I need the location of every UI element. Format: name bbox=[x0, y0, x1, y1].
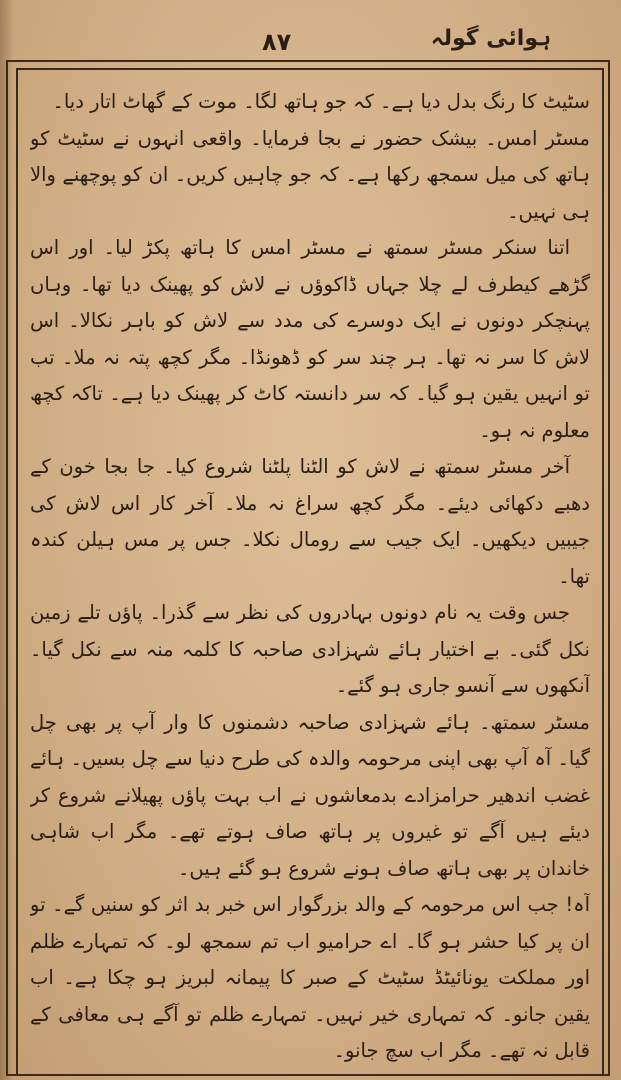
page-header bbox=[0, 20, 621, 60]
page-number: ۸۷ bbox=[262, 28, 292, 56]
paragraph: اتنا سنکر مسٹر سمتھ نے مسٹر امس کا ہاتھ پکڑ لیا۔ اور اس گڑھے کیطرف لے چلا جہاں ڈاکوؤں نے لاش کو پھینک دیا تھا۔ وہاں پہنچکر دونوں نے ایک دوسرے کی مدد سے لاش کو باہر نکالا۔ اس لاش کا سر نہ تھا۔ ہر چند سر کو ڈھونڈا۔ مگر کچھ پتہ نہ ملا۔ تب تو انہیں یقین ہو گیا۔ کہ سر دانستہ کاٹ کر پھینک دیا ہے۔ تاکہ کچھ معلوم نہ ہو۔ bbox=[30, 236, 590, 442]
paragraph: آہ! جب اس مرحومہ کے والد بزرگوار اس خبر بد اثر کو سنیں گے۔ تو ان پر کیا حشر ہو گا۔ اے حرامیو اب تم سمجھ لو۔ کہ تمہارے ظلم اور مملکت یونائیٹڈ سٹیٹ کے صبر کا پیمانہ لبریز ہو چکا ہے۔ اب یقین جانو۔ کہ تمہاری خیر نہیں۔ تمہارے ظلم تو آگے ہی معافی کے قابل نہ تھے۔ مگر اب سچ جانو۔ bbox=[30, 893, 590, 1062]
paragraph: آخر مسٹر سمتھ نے لاش کو الٹنا پلٹنا شروع کیا۔ جا بجا خون کے دھبے دکھائی دیئے۔ مگر کچھ سراغ نہ ملا۔ آخر کار اس لاش کی جیبیں دیکھیں۔ ایک جیب سے رومال نکلا۔ جس پر مس ہیلن کندہ تھا۔ bbox=[30, 455, 590, 588]
paragraph: جس وقت یہ نام دونوں بہادروں کی نظر سے گذرا۔ پاؤں تلے زمین نکل گئی۔ بے اختیار ہائے شہزادی صاحبہ کا کلمہ منہ سے نکل گیا۔ آنکھوں سے آنسو جاری ہو گئے۔ bbox=[30, 601, 590, 697]
paragraph: مسٹر امس۔ بیشک حضور نے بجا فرمایا۔ واقعی انہوں نے سٹیٹ کو ہاتھ کی میل سمجھ رکھا ہے۔ کہ جو چاہیں کریں۔ ان کو پوچھنے والا ہی نہیں۔ bbox=[30, 126, 590, 223]
paragraph: مسٹر سمتھ۔ ہائے شہزادی صاحبہ دشمنوں کا وار آپ پر بھی چل گیا۔ آہ آپ بھی اپنی مرحومہ والدہ کی طرح دنیا سے چل بسیں۔ ہائے غضب اندھیر حرامزادے بدمعاشوں نے اب بہت پاؤں پھیلانے شروع کر دیئے ہیں آگے تو غیروں پر ہاتھ صاف ہوتے تھے۔ مگر اب شاہی خاندان پر بھی ہاتھ صاف ہونے شروع ہو گئے ہیں۔ bbox=[30, 710, 590, 880]
running-title: ہوائی گولہ bbox=[430, 26, 551, 51]
paragraph: سٹیٹ کا رنگ بدل دیا ہے۔ کہ جو ہاتھ لگا۔ موت کے گھاٹ اتار دیا۔ bbox=[52, 90, 590, 113]
body-text bbox=[30, 84, 590, 1074]
